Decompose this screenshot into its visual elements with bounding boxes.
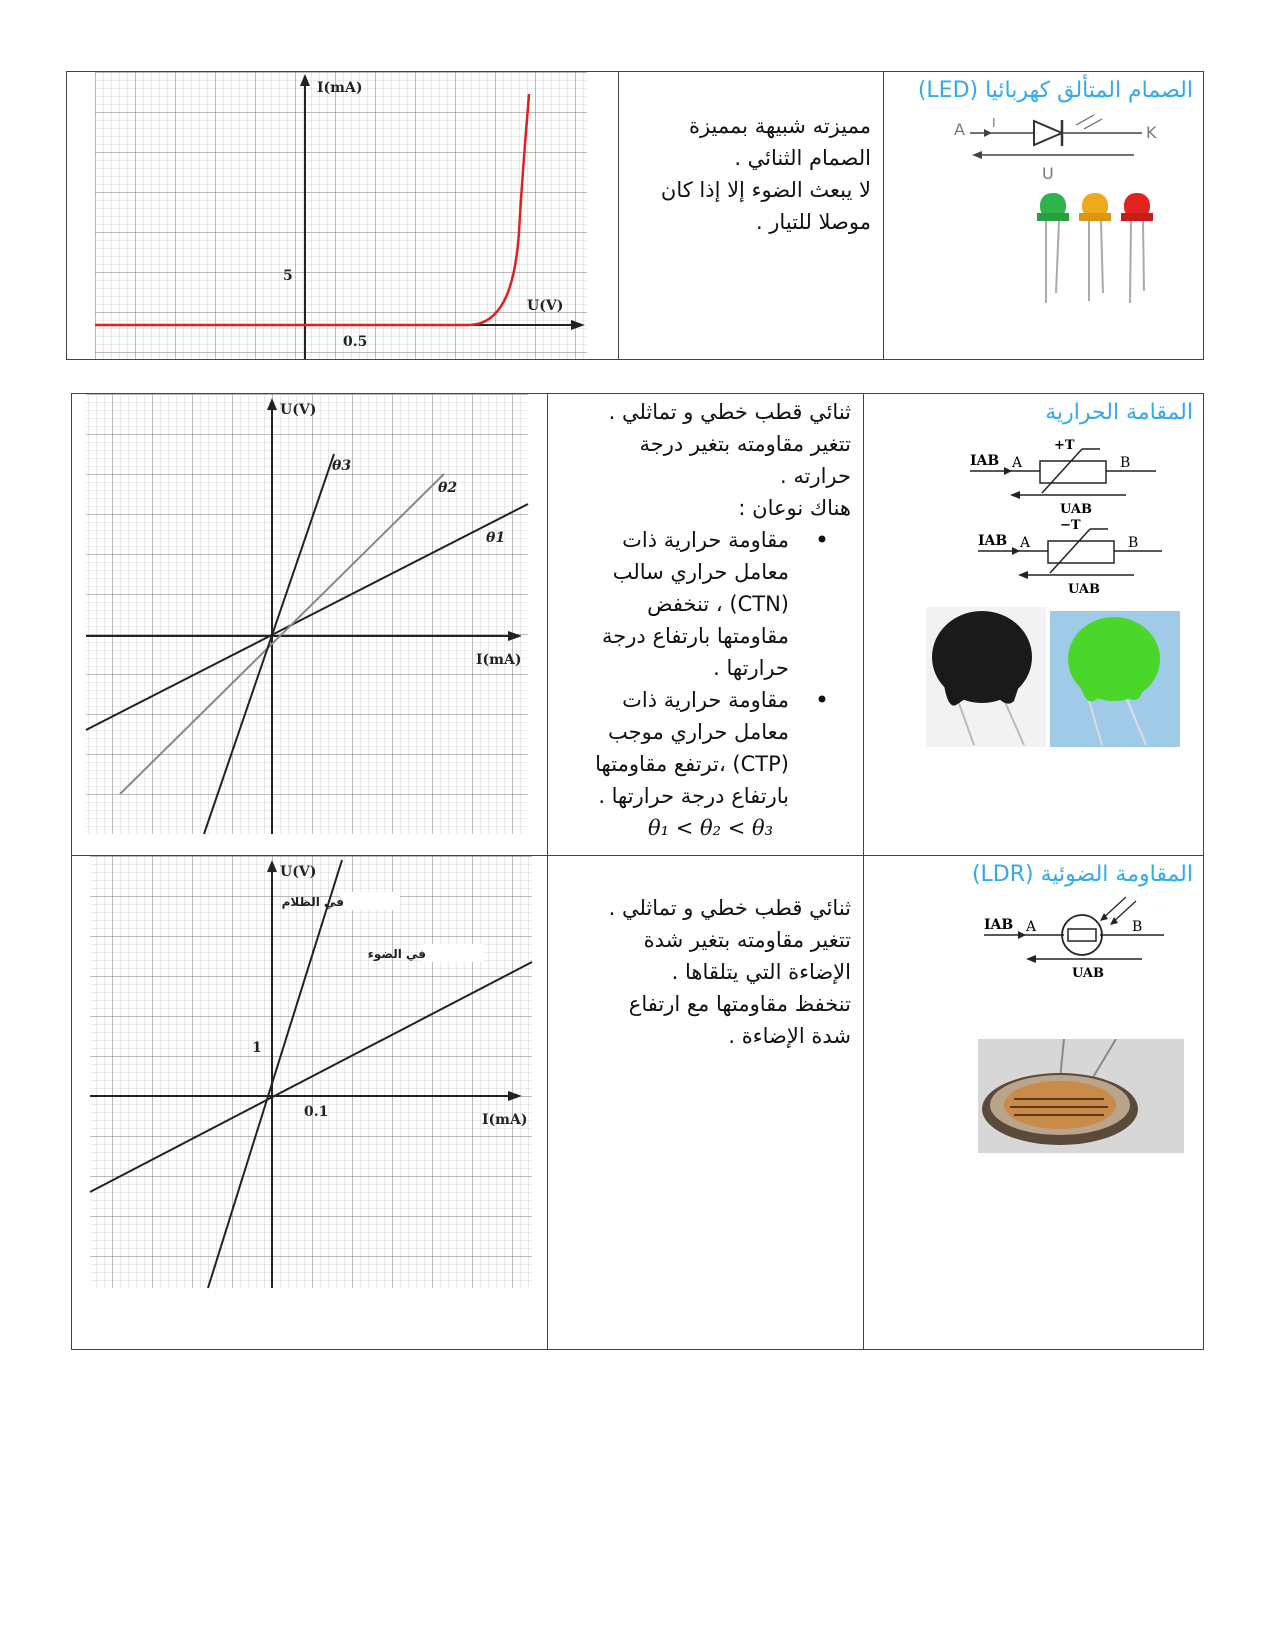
resistor-table xyxy=(71,393,1204,1350)
ctn-bullet xyxy=(554,524,789,684)
ctp-line: معامل حراري موجب xyxy=(608,720,789,744)
thermistor-title-cell xyxy=(864,394,1204,856)
ctp-thermistor-photo xyxy=(1050,611,1180,747)
led-symbol-u: U xyxy=(1042,164,1054,183)
led-characteristic-graph xyxy=(95,72,619,359)
ldr-desc-line: ثنائي قطب خطي و تماثلي . xyxy=(608,896,851,920)
led-graph-xtick: 0.5 xyxy=(343,334,368,350)
ldr-desc-line: تتغير مقاومته بتغير شدة xyxy=(643,928,851,952)
thermistor-photos xyxy=(864,605,1204,755)
ldr-graph-ylabel: U(V) xyxy=(280,864,317,880)
ldr-graph-xlabel: I(mA) xyxy=(482,1112,528,1128)
ctn-symbol-b: B xyxy=(1128,535,1139,551)
ctp-symbol-uab: UAB xyxy=(1060,502,1093,517)
led-desc-line: موصلا للتيار . xyxy=(755,210,871,234)
ctp-line: بارتفاع درجة حرارتها . xyxy=(598,784,789,808)
led-title-cell xyxy=(884,72,1204,360)
ldr-symbol-iab: IAB xyxy=(984,917,1014,933)
ctn-line: معامل حراري سالب xyxy=(612,560,789,584)
ctp-line: • مقاومة حرارية ذات xyxy=(622,688,789,712)
ctn-thermistor-photo xyxy=(926,607,1046,747)
thermistor-desc-line: حرارته . xyxy=(780,464,851,488)
ldr-dark-label: في الظلام xyxy=(281,895,344,909)
thermistor-graph-xlabel: I(mA) xyxy=(476,652,522,668)
ctp-symbol-a: A xyxy=(1012,455,1023,471)
yellow-led xyxy=(1079,193,1111,301)
ctn-line: مقاومتها بارتفاع درجة xyxy=(602,624,789,648)
ctn-line: • مقاومة حرارية ذات xyxy=(622,528,789,552)
ldr-symbol-b: B xyxy=(1132,919,1143,935)
ldr-graph-ytick: 1 xyxy=(252,1040,262,1056)
led-description-cell xyxy=(619,72,884,360)
ldr-characteristic-graph xyxy=(72,856,548,1349)
green-led xyxy=(1037,193,1069,303)
ldr-desc-line: تنخفظ مقاومتها مع ارتفاع xyxy=(628,992,851,1016)
ldr-desc-line: شدة الإضاءة . xyxy=(728,1024,851,1048)
red-led xyxy=(1121,193,1153,303)
ldr-photo xyxy=(864,1039,1204,1169)
ctp-symbol-temp: +T xyxy=(1054,439,1075,453)
led-desc-line: لا يبعث الضوء إلا إذا كان xyxy=(660,178,871,202)
ldr-title: المقاومة الضوئية (LDR) xyxy=(971,862,1193,887)
thermistor-graph-ylabel: U(V) xyxy=(280,402,317,418)
thermistor-graph-cell xyxy=(72,394,548,856)
ctp-symbol-iab: IAB xyxy=(970,453,1000,469)
ctp-bullet xyxy=(554,684,789,812)
led-photo xyxy=(884,183,1204,313)
thermistor-desc-line: تتغير مقاومته بتغير درجة xyxy=(639,432,851,456)
led-symbol-a: A xyxy=(954,120,965,139)
theta2-label: θ2 xyxy=(438,480,458,496)
ctn-symbol-temp: −T xyxy=(1060,519,1081,533)
thermistor-description-cell xyxy=(548,394,864,856)
ldr-symbol-a: A xyxy=(1026,919,1037,935)
led-graph-ylabel: I(mA) xyxy=(317,80,363,96)
ctn-line: حرارتها . xyxy=(713,656,789,680)
led-desc-line: مميزته شبيهة بمميزة xyxy=(688,114,871,138)
ldr-desc-line: الإضاءة التي يتلقاها . xyxy=(671,960,851,984)
thermistor-desc-line: ثنائي قطب خطي و تماثلي . xyxy=(608,400,851,424)
led-symbol-k: K xyxy=(1146,123,1157,142)
thermistor-desc-line: هناك نوعان : xyxy=(738,496,851,520)
led-graph-cell xyxy=(67,72,619,360)
led-desc-line: الصمام الثنائي . xyxy=(734,146,871,170)
ctn-symbol-uab: UAB xyxy=(1068,582,1101,597)
ldr-symbol-uab: UAB xyxy=(1072,966,1105,979)
ctn-line: (CTN) ، تنخفض xyxy=(647,592,789,616)
ctn-symbol-iab: IAB xyxy=(978,533,1008,549)
ldr-title-cell xyxy=(864,856,1204,1350)
ldr-description-cell xyxy=(548,856,864,1350)
ctp-symbol-b: B xyxy=(1120,455,1131,471)
ctn-symbol xyxy=(864,519,1204,599)
thermistor-title: المقامة الحرارية xyxy=(1045,400,1193,425)
thermistor-characteristic-graph xyxy=(72,394,548,855)
theta1-label: θ1 xyxy=(486,530,506,546)
led-symbol xyxy=(884,113,1204,183)
led-table xyxy=(66,71,1204,360)
ldr-graph-xtick: 0.1 xyxy=(304,1104,329,1120)
led-graph-xlabel: U(V) xyxy=(527,298,564,314)
ldr-graph-cell xyxy=(72,856,548,1350)
led-graph-ytick: 5 xyxy=(283,268,293,284)
ctp-line: (CTP) ،ترتفع مقاومتها xyxy=(595,752,789,776)
led-title: الصمام المتألق كهربائيا (LED) xyxy=(917,78,1193,103)
ldr-symbol xyxy=(864,893,1204,979)
theta3-label: θ3 xyxy=(332,458,352,474)
ctn-symbol-a: A xyxy=(1020,535,1031,551)
ldr-light-label: في الضوء xyxy=(367,947,426,961)
led-symbol-i: I xyxy=(992,116,996,130)
theta-inequality: θ₁ < θ₂ < θ₃ xyxy=(648,816,774,840)
ctp-symbol xyxy=(864,439,1204,519)
